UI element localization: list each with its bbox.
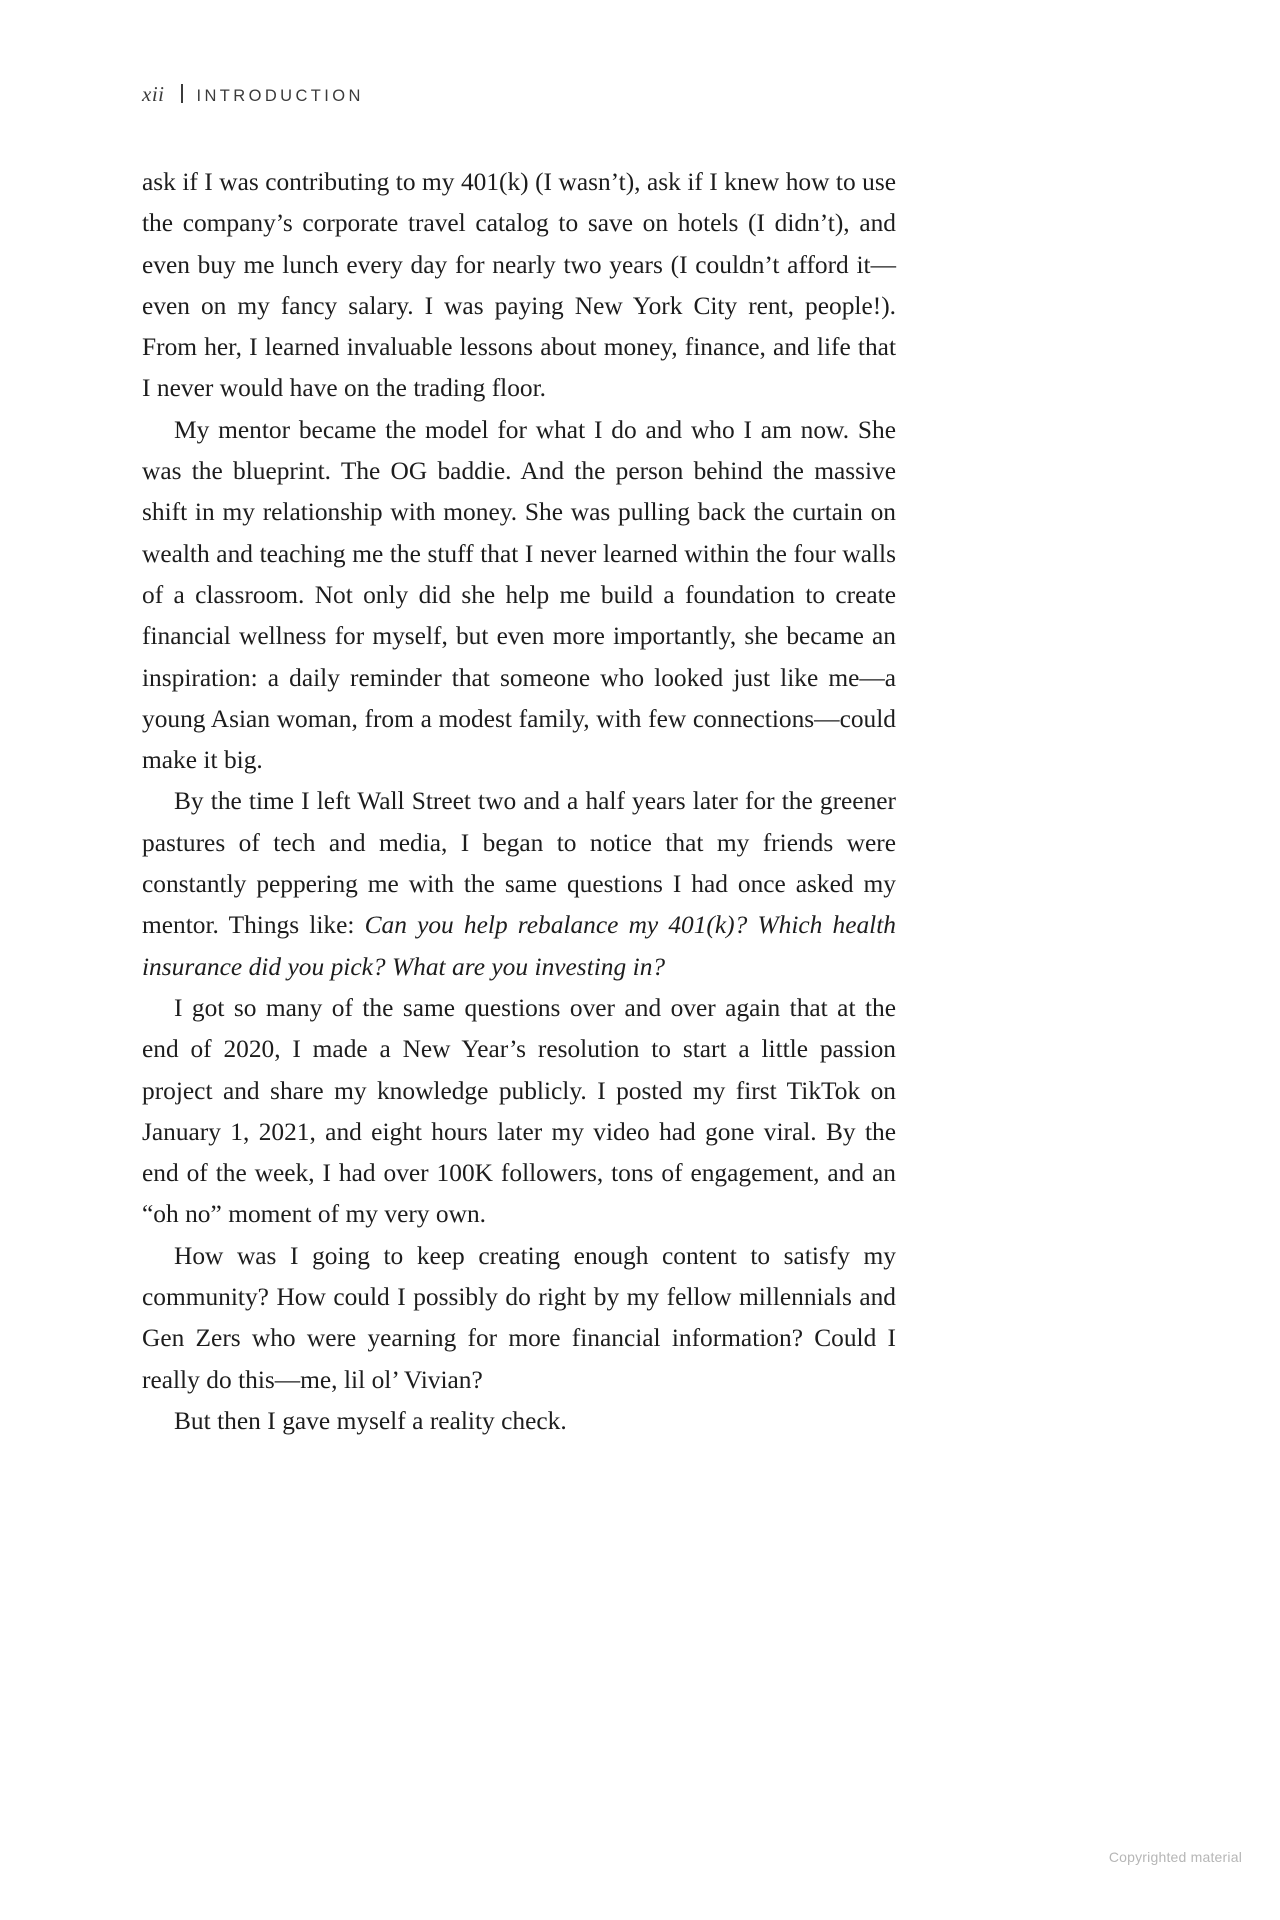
- copyright-notice: Copyrighted material: [1108, 1849, 1242, 1865]
- paragraph-4: I got so many of the same questions over and over again that at the end of 2020, I made a New Year’s resolution to start a little passion project and share my knowledge publicly. I posted my first TikTok on January 1, 2021, and eight hours later my video had gone viral. By the end of the week, I had over 100K followers, tons of engagement, and an “oh no” moment of my very own.: [142, 993, 896, 1229]
- paragraph-3: [142, 781, 896, 987]
- body-text: [142, 162, 896, 1442]
- running-head: [142, 82, 364, 107]
- paragraph-6: But then I gave myself a reality check.: [174, 1406, 567, 1435]
- paragraph-5: How was I going to keep creating enough content to satisfy my community? How could I possibly do right by my fellow millennials and Gen Zers who were yearning for more financial information? Could I really do this—me, lil ol’ Vivian?: [142, 1241, 896, 1394]
- paragraph-3-lead: By the time I left Wall Street two and a half years later for the greener pastures of tech and media, I began to notice that my friends were constantly peppering me with the same questions I had once asked my mentor. Things like:: [142, 787, 896, 940]
- page-number: xii: [142, 82, 165, 106]
- paragraph-2: My mentor became the model for what I do and who I am now. She was the blueprint. The OG baddie. And the person behind the massive shift in my relationship with money. She was pulling back the curtain on wealth and teaching me the stuff that I never learned within the four walls of a classroom. Not only did she help me build a foundation to create financial wellness for myself, but even more importantly, she became an inspiration: a daily reminder that someone who looked just like me—a young Asian woman, from a modest family, with few connections—could make it big.: [142, 415, 896, 775]
- paragraph-1: ask if I was contributing to my 401(k) (I wasn’t), ask if I knew how to use the company’s corporate travel catalog to save on hotels (I didn’t), and even buy me lunch every day for nearly two years (I couldn’t afford it—even on my fancy salary. I was paying New York City rent, people!). From her, I learned invaluable lessons about money, finance, and life that I never would have on the trading floor.: [142, 168, 896, 403]
- paragraph-3-italic-questions: Can you help rebalance my 401(k)? Which health insurance did you pick? What are you investing in?: [142, 911, 896, 981]
- running-head-divider: [181, 84, 183, 103]
- running-head-title: INTRODUCTION: [196, 87, 364, 105]
